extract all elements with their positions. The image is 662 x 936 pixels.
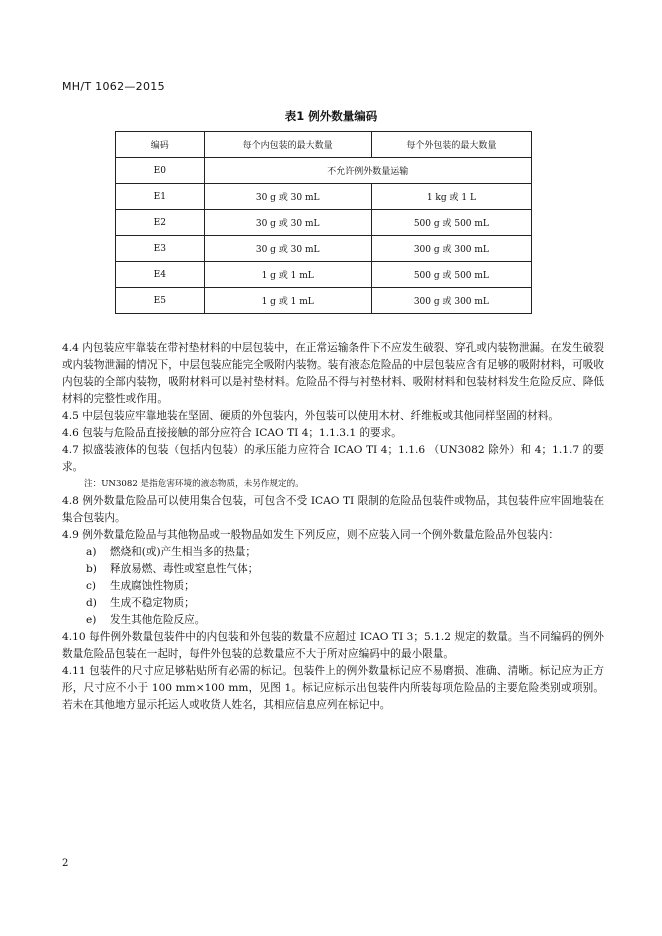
list-text: 发生其他危险反应。 [110, 614, 206, 626]
list-marker: b) [86, 563, 97, 575]
cell-outer: 300 g 或 300 mL [371, 236, 531, 262]
cell-code: E2 [116, 210, 205, 236]
list-marker: a) [86, 546, 97, 558]
table-row [116, 262, 532, 288]
clause-4-7: 4.7 拟盛装液体的包装（包括内包装）的承压能力应符合 ICAO TI 4；1.1.6 （UN3082 除外）和 4；1.1.7 的要求。 [62, 444, 604, 473]
list-item [62, 595, 604, 612]
clause-4-9: 4.9 例外数量危险品与其他物品或一般物品如发生下列反应，则不应装入同一个例外数量危险品外包装内： [62, 529, 559, 541]
cell-code: E4 [116, 262, 205, 288]
table-row [116, 158, 532, 184]
clause-4-11: 4.11 包装件的尺寸应足够粘贴所有必需的标记。包装件上的例外数量标记应不易磨损、准确、清晰。标记应为正方形，尺寸应不小于 100 mm×100 mm，见图 1。标记应标示出包装件内所装每项危险品的主要危险类别或项别。若未在其他地方显示托运人或收货人姓名，其相应信息应列在标记中。 [62, 665, 604, 711]
cell-code: E5 [116, 288, 205, 314]
table-title: 表1 例外数量编码 [284, 109, 378, 123]
column-header-outer-max: 每个外包装的最大数量 [371, 132, 531, 158]
cell-inner: 30 g 或 30 mL [204, 236, 371, 262]
list-marker: e) [86, 614, 97, 626]
cell-merged: 不允许例外数量运输 [204, 158, 531, 184]
cell-outer: 500 g 或 500 mL [371, 210, 531, 236]
list-text: 燃烧和(或)产生相当多的热量； [110, 546, 256, 558]
cell-inner: 30 g 或 30 mL [204, 210, 371, 236]
cell-outer: 1 kg 或 1 L [371, 184, 531, 210]
cell-code: E3 [116, 236, 205, 262]
page-number: 2 [62, 858, 69, 869]
clause-4-4: 4.4 内包装应牢靠装在带衬垫材料的中层包装中，在正常运输条件下不应发生破裂、穿孔或内装物泄漏。在发生破裂或内装物泄漏的情况下，中层包装应能完全吸附内装物。装有液态危险品的中层包装应含有足够的吸附材料，可吸收内包装的全部内装物，吸附材料可以是衬垫材料。危险品不得与衬垫材料、吸附材料和包装材料发生危险反应、降低材料的完整性或作用。 [62, 342, 604, 405]
list-marker: d) [86, 597, 97, 609]
column-header-inner-max: 每个内包装的最大数量 [204, 132, 371, 158]
list-text: 释放易燃、毒性或窒息性气体； [110, 563, 259, 575]
list-text: 生成不稳定物质； [110, 597, 195, 609]
table-header-row [116, 132, 532, 158]
cell-inner: 1 g 或 1 mL [204, 262, 371, 288]
cell-inner: 1 g 或 1 mL [204, 288, 371, 314]
column-header-code: 编码 [116, 132, 205, 158]
body-text [62, 340, 604, 714]
clause-4-6: 4.6 包装与危险品直接接触的部分应符合 ICAO TI 4；1.1.3.1 的要求。 [62, 427, 402, 439]
list-item [62, 578, 604, 595]
cell-code: E0 [116, 158, 205, 184]
note-un3082: 注：UN3082 是指危害环境的液态物质，未另作规定的。 [84, 479, 304, 489]
standard-number: MH/T 1062—2015 [62, 80, 165, 93]
list-text: 生成腐蚀性物质； [110, 580, 195, 592]
cell-inner: 30 g 或 30 mL [204, 184, 371, 210]
list-item [62, 544, 604, 561]
clause-4-5: 4.5 中层包装应牢靠地装在坚固、硬质的外包装内，外包装可以使用木材、纤维板或其他同样坚固的材料。 [62, 410, 559, 422]
list-item [62, 561, 604, 578]
cell-outer: 300 g 或 300 mL [371, 288, 531, 314]
clause-4-10: 4.10 每件例外数量包装件中的内包装和外包装的数量不应超过 ICAO TI 3；5.1.2 规定的数量。当不同编码的例外数量危险品包装在一起时，每件外包装的总数量应不大于所对应编码中的最小限量。 [62, 631, 604, 660]
table-row [116, 288, 532, 314]
list-item [62, 612, 604, 629]
clause-4-8: 4.8 例外数量危险品可以使用集合包装，可包含不受 ICAO TI 限制的危险品包装件或物品，其包装件应牢固地装在集合包装内。 [62, 495, 604, 524]
list-marker: c) [86, 580, 97, 592]
exception-quantity-code-table [115, 131, 532, 314]
cell-code: E1 [116, 184, 205, 210]
table-row [116, 210, 532, 236]
cell-outer: 500 g 或 500 mL [371, 262, 531, 288]
table-row [116, 236, 532, 262]
table-row [116, 184, 532, 210]
